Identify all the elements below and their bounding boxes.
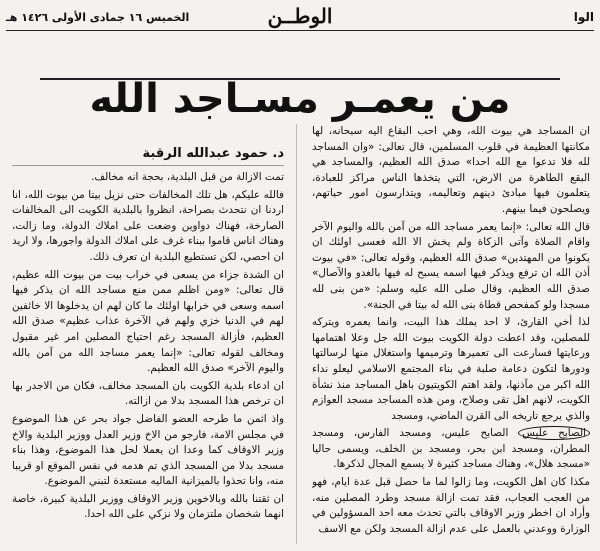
paragraph: ان الشدة جزاء من يسعى في خراب بيت من بيوت الله عظيم، قال تعالى: «ومن اظلم ممن منع مساجد الله ان يذكر فيها اسمه وسعى في خرابها اولئك ما كان لهم ان يدخلوها الا خائفين لهم في الدنيا خزي ولهم في الآخرة عذاب عظيم» صدق الله العظيم، فأزالة المسجد رغم احتياج المصلين امر غير مقبول ومخالف لقوله تعالى: «إنما يعمر مساجد الله من آمن بالله واليوم الآخر» صدق الله العظيم. (12, 268, 284, 375)
paragraph: فالله عليكم، هل تلك المخالفات حتى نزيل بيتا من بيوت الله، انا اردنا ان نتحدث بصراحة، انظروا بالبلدية الكويت الى المخالفات الصارخة، فهناك دواوين وضعت على املاك الدولة، وما زالت، وهناك اناس قاموا ببناء غرف على املاك الدولة واجورها، ولا اريد ان احصي، لكن تستطيع البلدية ان تعرف ذلك. (12, 188, 284, 263)
paragraph: ان ادعاء بلدية الكويت بان المسجد مخالف، فكان من الاجدر بها ان ترخص هذا المسجد بدلا من ازالته. (12, 379, 284, 408)
paragraph: ان المساجد هي بيوت الله، وهي احب البقاع اليه سبحانه، لها مكانتها العظيمة في قلوب المسلمين، قال تعالى: «وان المساجد لله فلا تدعوا مع الله احدا» صدق الله العظيم، والمساجد هي البقع الطاهرة من الارض، التي يتخذها الناس مراكز للعبادة، يتعلمون فيها مبادئ دينهم وتعاليمه، ويتدارسون امور حياتهم، ويصلحون فيما بينهم. (312, 125, 590, 215)
article-column-left (12, 170, 284, 520)
paragraph: تمت الازالة من قبل البلدية، بحجة انه مخالف. (91, 171, 284, 183)
paragraph (312, 426, 590, 473)
column-divider (296, 124, 297, 544)
article-title: من يعمـر مسـاجد الله (89, 76, 511, 122)
paragraph: لذا أخي القارئ، لا احد يملك هذا البيت، وانما يعمره ويتركه للمصلين، وقد اعطت دولة الكويت بيوت الله جل وعلا اهتمامها ورعايتها فسارعت الى تعميرها وترميمها واستغلال منها لرسالتها ودورها لتكون دعامة صلبة في بناء المجتمع الاسلامي ليعلو نداء الله اكبر من مآذنها، ولقد اهتم الكويتيون باهل المساجد منذ نشأة الكويت، لانهم اهل تقى وصلاح، ومن هذه المساجد مسجد العوازم والذي يرجع تاريخه الى القرن الماضي، ومسجد (312, 316, 590, 422)
paragraph: مكذا كان اهل الكويت، وما زالوا لما ما حصل قبل عدة ايام، فهو من العجب العجاب، فقد تمت ازالة مسجد وطرد المصلين منه، وأراد ان اخطر وزير الاوقاف بالتي تحدث معه احد المسؤولين في الوزارة ووعدني بالعمل على عدم ازالة المسجد ولكن مع الاسف (312, 476, 590, 535)
newspaper-logo: الوطــن (267, 4, 333, 28)
article-column-right (312, 124, 590, 546)
paragraph: قال الله تعالى: «إنما يعمر مساجد الله من آمن بالله واليوم الآخر واقام الصلاة وآتى الزكاة ولم يخش الا الله فعسى اولئك ان يكونوا من المهتدين» صدق الله العظيم، وقوله تعالى: «في بيوت أذن الله ان ترفع ويذكر فيها اسمه يسبح له فيها بالغدو والآصال» صدق الله العظيم، وقال صلى الله عليه وسلم: «من بنى لله مسجدا ولو كمفحص قطاة بنى الله له بيتا في الجنة». (312, 220, 590, 311)
circled-annotation: الصايح عليس (518, 426, 590, 440)
page-number: الوا (573, 10, 594, 24)
issue-date: الخميس ١٦ جمادى الأولى ١٤٢٦ هـ (6, 10, 190, 24)
paragraph-text: الصايح عليس، ومسجد الفارس، ومسجد المطران، ومسجد ابن بحر، ومسجد بن الخلف، ويسمى حاليا «مسجد هلال»، وهناك مساجد كثيرة لا يسمع المجال لذكرها. (312, 427, 590, 471)
author-byline: د. حمود عبدالله الرقبة (12, 146, 284, 166)
paragraph: ان ثقتنا بالله وبالاخوين وزير الاوقاف ووزير البلدية كبيرة، خاصة انهما شخصان ملتزمان ولا نزكي على الله احدا. (12, 492, 284, 520)
masthead (6, 4, 594, 31)
paragraph: واذ اثمن ما طرحه العضو الفاضل جواد بحر عن هذا الموضوع في مجلس الامة، فارجو من الاخ وزير العدل ووزير البلدية والاخ وزير الاوقاف كما وعدا ان يعملا لحل هذا الموضوع، وهذا بناء مسجد بدلا من المسجد الذي تم هدمه في نفس الموقع او قريبا منه، وانا تحذوا بالميزانية الماليه مستعدة لتبني الموضوع. (12, 412, 284, 488)
